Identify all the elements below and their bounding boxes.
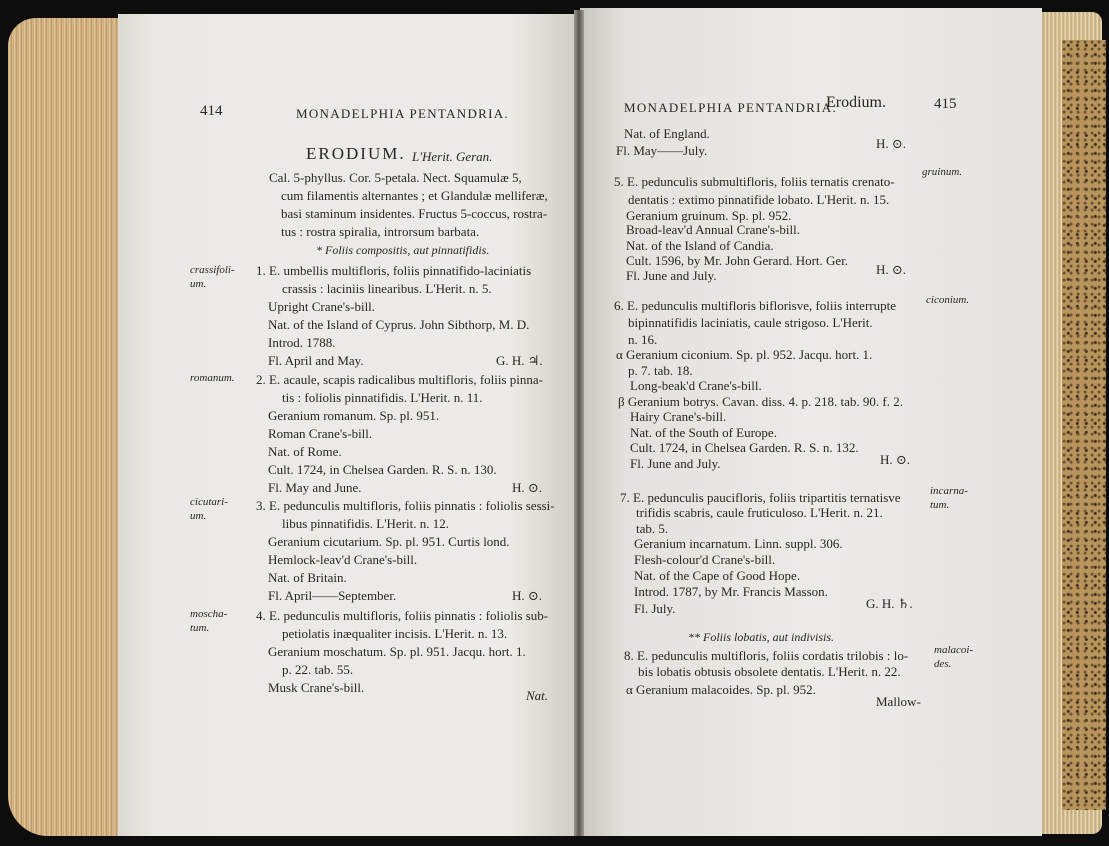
char-line: basi staminum insidentes. Fructus 5-coccus, rostra-: [281, 206, 548, 221]
section-heading: * Foliis compositis, aut pinnatifidis.: [316, 243, 490, 257]
entry-line: Broad-leav'd Annual Crane's-bill.: [626, 222, 801, 237]
page-number-left: 414: [200, 103, 223, 119]
entry-line: Fl. June and July.: [626, 268, 717, 283]
entry-line: p. 22. tab. 55.: [282, 662, 354, 677]
margin-note: romanum.: [190, 372, 235, 384]
entry-line: Fl. May——July.: [616, 143, 708, 158]
running-head-left: MONADELPHIA PENTANDRIA.: [296, 106, 510, 121]
entry-line: Long-beak'd Crane's-bill.: [630, 378, 762, 393]
entry-line: 5. E. pedunculis submultifloris, foliis ternatis crenato-: [614, 174, 895, 189]
entry-line: 8. E. pedunculis multifloris, foliis cordatis trilobis : lo-: [624, 648, 909, 663]
char-line: Cal. 5-phyllus. Cor. 5-petala. Nect. Squamulæ 5,: [269, 170, 522, 185]
habit-symbol: H. ⊙.: [876, 262, 907, 277]
margin-note: tum.: [190, 622, 210, 634]
entry-line: Nat. of the Island of Candia.: [626, 238, 774, 253]
entry-line: bipinnatifidis laciniatis, caule strigoso. L'Herit.: [628, 315, 873, 330]
margin-note: tum.: [930, 499, 950, 511]
entry-line: dentatis : extimo pinnatifide lobato. L'Herit. n. 15.: [628, 192, 890, 207]
margin-note: crassifoli-: [190, 264, 235, 276]
book-gutter: [574, 10, 584, 836]
entry-line: Upright Crane's-bill.: [268, 299, 376, 314]
margin-note: gruinum.: [922, 166, 963, 178]
entry-line: Geranium incarnatum. Linn. suppl. 306.: [634, 536, 843, 551]
entry-line: Nat. of Rome.: [268, 444, 342, 459]
entry-line: petiolatis inæqualiter incisis. L'Herit. n. 13.: [282, 626, 508, 641]
entry-line: Fl. July.: [634, 601, 676, 616]
margin-note: um.: [190, 278, 207, 290]
habit-symbol: G. H. ♃.: [496, 353, 543, 368]
habit-symbol: H. ⊙.: [512, 588, 543, 603]
entry-line: Cult. 1724, in Chelsea Garden. R. S. n. 132.: [630, 440, 859, 455]
entry-line: Introd. 1787, by Mr. Francis Masson.: [634, 584, 828, 599]
entry-line: 2. E. acaule, scapis radicalibus multifloris, foliis pinna-: [256, 372, 544, 387]
entry-line: Fl. April——September.: [268, 588, 397, 603]
entry-line: α Geranium malacoides. Sp. pl. 952.: [626, 682, 816, 697]
entry-line: libus pinnatifidis. L'Herit. n. 12.: [282, 516, 449, 531]
entry-line: Roman Crane's-bill.: [268, 426, 373, 441]
entry-line: 3. E. pedunculis multifloris, foliis pinnatis : foliolis sessi-: [256, 498, 555, 513]
entry-line: p. 7. tab. 18.: [628, 363, 693, 378]
entry-line: Fl. May and June.: [268, 480, 362, 495]
habit-symbol: H. ⊙.: [880, 452, 911, 467]
entry-line: Fl. April and May.: [268, 353, 364, 368]
book-edge-left: [8, 18, 120, 836]
entry-line: Cult. 1724, in Chelsea Garden. R. S. n. 130.: [268, 462, 497, 477]
margin-note: des.: [934, 658, 952, 670]
entry-line: tab. 5.: [636, 521, 669, 536]
margin-note: malacoi-: [934, 644, 974, 656]
genus-authority: L'Herit. Geran.: [412, 149, 493, 164]
char-line: tus : rostra spiralia, introrsum barbata.: [281, 224, 480, 239]
entry-line: Introd. 1788.: [268, 335, 336, 350]
running-head-right: MONADELPHIA PENTANDRIA.: [624, 100, 838, 115]
entry-line: Musk Crane's-bill.: [268, 680, 365, 695]
entry-line: β Geranium botrys. Cavan. diss. 4. p. 218. tab. 90. f. 2.: [618, 394, 903, 409]
entry-line: Geranium romanum. Sp. pl. 951.: [268, 408, 440, 423]
entry-line: 1. E. umbellis multifloris, foliis pinnatifido-laciniatis: [256, 263, 532, 278]
entry-line: Cult. 1596, by Mr. John Gerard. Hort. Ger.: [626, 253, 849, 268]
book-cover-right: [1062, 40, 1106, 810]
running-genus: Erodium.: [826, 94, 886, 111]
entry-line: 6. E. pedunculis multifloris biflorisve, foliis interrupte: [614, 298, 896, 313]
entry-line: tis : foliolis pinnatifidis. L'Herit. n. 11.: [282, 390, 483, 405]
habit-symbol: H. ⊙.: [876, 136, 907, 151]
entry-line: trifidis scabris, caule fruticuloso. L'Herit. n. 21.: [636, 505, 883, 520]
entry-line: crassis : laciniis linearibus. L'Herit. n. 5.: [282, 281, 492, 296]
page-number-right: 415: [934, 96, 957, 112]
entry-line: Hairy Crane's-bill.: [630, 409, 727, 424]
entry-line: Nat. of the Cape of Good Hope.: [634, 568, 801, 583]
catchword-left: Nat.: [526, 688, 549, 703]
habit-symbol: G. H. ♄.: [866, 596, 913, 611]
section-heading: ** Foliis lobatis, aut indivisis.: [688, 630, 835, 644]
entry-line: 7. E. pedunculis paucifloris, foliis tripartitis ternatisve: [620, 490, 901, 505]
entry-line: α Geranium ciconium. Sp. pl. 952. Jacqu. hort. 1.: [616, 347, 873, 362]
entry-line: Nat. of the South of Europe.: [630, 425, 777, 440]
entry-line: Geranium moschatum. Sp. pl. 951. Jacqu. hort. 1.: [268, 644, 526, 659]
entry-line: Nat. of the Island of Cyprus. John Sibthorp, M. D.: [268, 317, 530, 332]
entry-line: Fl. June and July.: [630, 456, 721, 471]
entry-line: Hemlock-leav'd Crane's-bill.: [268, 552, 418, 567]
margin-note: incarna-: [930, 485, 968, 497]
left-page: [118, 14, 578, 836]
margin-note: cicutari-: [190, 496, 228, 508]
entry-line: n. 16.: [628, 332, 658, 347]
entry-line: bis lobatis obtusis obsolete dentatis. L'Herit. n. 22.: [638, 664, 901, 679]
margin-note: moscha-: [190, 608, 228, 620]
entry-line: Geranium cicutarium. Sp. pl. 951. Curtis lond.: [268, 534, 510, 549]
entry-line: Nat. of England.: [624, 126, 710, 141]
char-line: cum filamentis alternantes ; et Glandulæ melliferæ,: [281, 188, 548, 203]
entry-line: Geranium gruinum. Sp. pl. 952.: [626, 208, 792, 223]
genus-title: ERODIUM.: [306, 144, 406, 163]
catchword-right: Mallow-: [876, 694, 921, 709]
entry-line: Nat. of Britain.: [268, 570, 347, 585]
entry-line: Flesh-colour'd Crane's-bill.: [634, 552, 776, 567]
entry-line: 4. E. pedunculis multifloris, foliis pinnatis : foliolis sub-: [256, 608, 549, 623]
margin-note: um.: [190, 510, 207, 522]
margin-note: ciconium.: [926, 294, 970, 306]
habit-symbol: H. ⊙.: [512, 480, 543, 495]
